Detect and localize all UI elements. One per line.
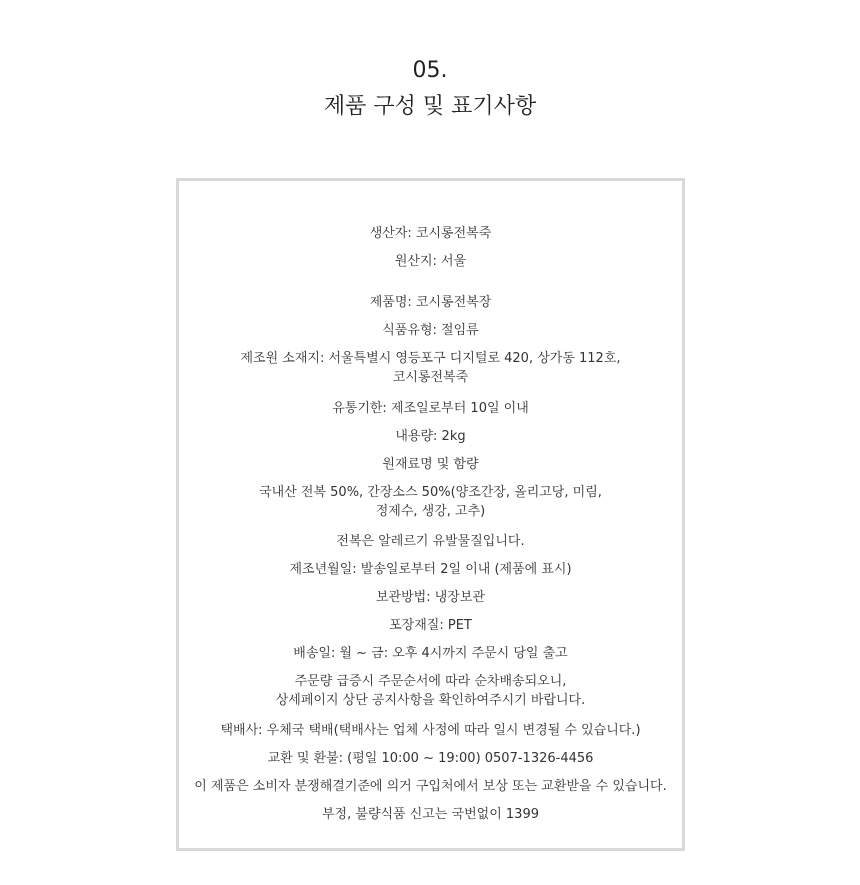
compensation-line: 이 제품은 소비자 분쟁해결기준에 의거 구입처에서 보상 또는 교환받을 수 있습니다. [194,779,667,794]
producer-line: 생산자: 코시롱전복죽 [369,226,492,241]
shipping-days-line: 배송일: 월 ~ 금: 오후 4시까지 주문시 당일 출고 [293,646,568,661]
section-title: 제품 구성 및 표기사항 [323,94,537,119]
section-number: 05. [412,58,448,83]
factory-address-line-1: 제조원 소재지: 서울특별시 영등포구 디지털로 420, 상가동 112호, [240,351,621,366]
ingredients-heading: 원재료명 및 함량 [382,457,479,472]
product-name-line: 제품명: 코시롱전복장 [369,295,492,310]
packaging-line: 포장재질: PET [389,618,472,633]
ingredients-line-2: 정제수, 생강, 고추) [375,504,486,519]
origin-line: 원산지: 서울 [394,254,467,269]
ingredients-line-1: 국내산 전복 50%, 간장소스 50%(양조간장, 올리고당, 미림, [259,485,602,500]
product-info-box [176,178,685,851]
expiry-line: 유통기한: 제조일로부터 10일 이내 [332,401,529,416]
manufacture-date-line: 제조년월일: 발송일로부터 2일 이내 (제품에 표시) [289,562,572,577]
volume-line: 내용량: 2kg [395,429,466,444]
exchange-line: 교환 및 환불: (평일 10:00 ~ 19:00) 0507-1326-4456 [267,751,594,766]
order-notice-line-2: 상세페이지 상단 공지사항을 확인하여주시기 바랍니다. [275,693,586,708]
factory-address-line-2: 코시롱전복죽 [392,370,469,385]
courier-line: 택배사: 우체국 택배(택배사는 업체 사정에 따라 일시 변경될 수 있습니다.) [220,723,641,738]
food-type-line: 식품유형: 절임류 [382,323,479,338]
storage-line: 보관방법: 냉장보관 [376,590,485,605]
allergy-line: 전복은 알레르기 유발물질입니다. [336,534,525,549]
order-notice-line-1: 주문량 급증시 주문순서에 따라 순차배송되오니, [294,674,567,689]
report-line: 부정, 불량식품 신고는 국번없이 1399 [322,807,539,822]
